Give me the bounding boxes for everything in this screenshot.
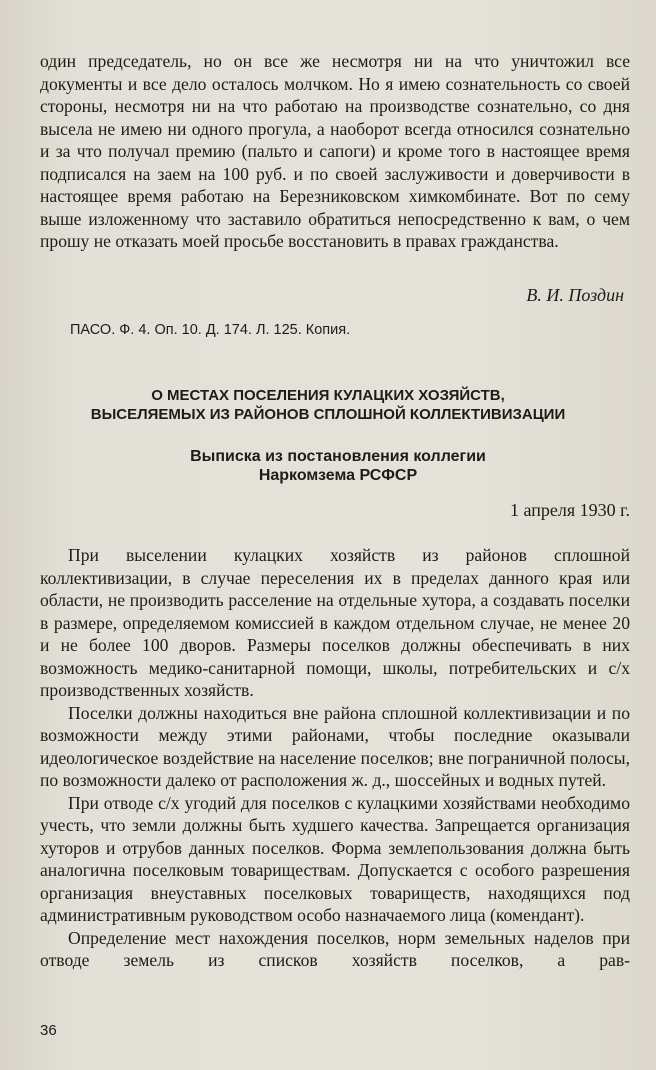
body-paragraph: При отводе с/х угодий для поселков с кулацкими хозяйствами необходимо учесть, что земли должны быть худшего качества. Запрещается организация хуторов и отрубов данных поселков. Форма землепользования должна быть аналогична поселковым товариществам. Допускается с особого разрешения организация внеуставных поселковых товариществ, находящихся под административным руководством особо назначаемого лица (комендант). <box>40 792 630 925</box>
letter-text <box>40 50 630 253</box>
letter-paragraph: один председатель, но он все же несмотря ни на что уничтожил все документы и все дело осталось молчком. Но я имею сознательность со своей стороны, несмотря ни на что работаю на производстве сознательно, со дня высела не имею ни одного прогула, а наоборот всегда относился сознательно и за что получал премию (пальто и сапоги) и кроме того в настоящее время подписался на заем на 100 руб. и по своей заслуживости и доверчивости в настоящее время работаю на Березниковском химкомбинате. Вот по сему выше изложенному что заставило обратиться непосредственно к вам, о чем прошу не отказать моей просьбе восстановить в правах гражданства. <box>40 51 630 251</box>
body-paragraph: При выселении кулацких хозяйств из районов сплошной коллективизации, в случае переселения их в пределах данного края или области, не производить расселение на отдельные хутора, а создавать поселки в размере, определяемом комиссией в каждом отдельном случае, не менее 20 и не более 100 дворов. Размеры поселков должны обеспечивать в них возможность медико-санитарной помощи, школы, потребительских и с/х производственных хозяйств. <box>40 545 630 700</box>
body-paragraph: Определение мест нахождения поселков, норм земельных наделов при отводе земель из списков хозяйств поселков, а рав- <box>40 927 630 970</box>
document-title-line-2: ВЫСЕЛЯЕМЫХ ИЗ РАЙОНОВ СПЛОШНОЙ КОЛЛЕКТИВИЗАЦИИ <box>90 406 566 423</box>
body-paragraph: Поселки должны находиться вне района сплошной коллективизации и по возможности между этими районами, чтобы последние оказывали идеологическое воздействие на население поселков; вне пограничной полосы, по возможности далеко от расположения ж. д., шоссейных и водных путей. <box>40 702 630 790</box>
document-title-line-1: О МЕСТАХ ПОСЕЛЕНИЯ КУЛАЦКИХ ХОЗЯЙСТВ, <box>151 387 505 404</box>
document-date: 1 апреля 1930 г. <box>510 500 630 520</box>
archive-reference: ПАСО. Ф. 4. Оп. 10. Д. 174. Л. 125. Копия. <box>70 322 351 338</box>
page-number: 36 <box>40 1022 57 1039</box>
document-body <box>40 544 630 972</box>
letter-signature: В. И. Поздин <box>526 285 624 305</box>
document-subtitle-line-1: Выписка из постановления коллегии <box>190 448 486 465</box>
document-subtitle-line-2: Наркомзема РСФСР <box>258 467 418 484</box>
